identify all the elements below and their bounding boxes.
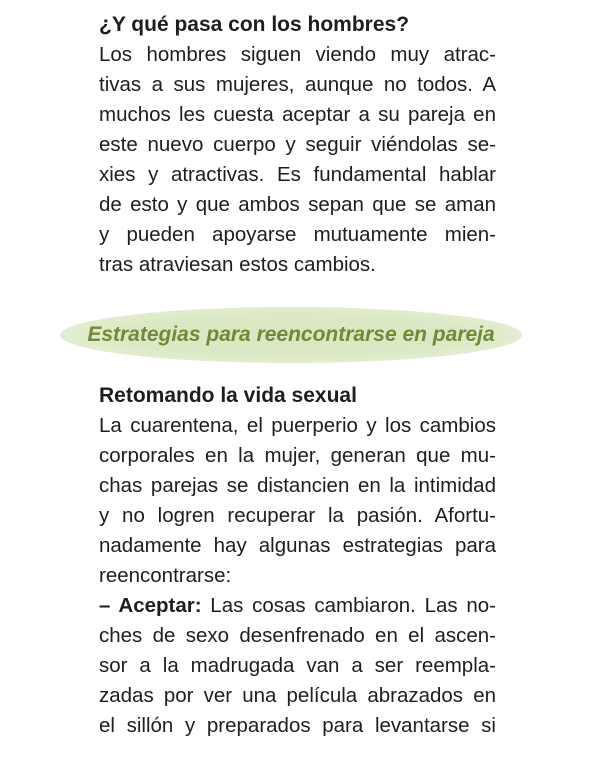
- paragraph-line: La cuarentena, el puerperio y los cambios: [99, 414, 496, 437]
- section-paragraph: [99, 40, 496, 280]
- paragraph-line: xies y atractivas. Es fundamental hablar: [99, 163, 496, 186]
- list-item-text: Las cosas cambiaron. Las no-: [201, 594, 496, 617]
- paragraph-line: zadas por ver una película abrazados en: [99, 684, 496, 707]
- list-item-aceptar: [99, 591, 496, 621]
- paragraph-line: tras atraviesan estos cambios.: [99, 253, 376, 276]
- paragraph-line: sor a la madrugada van a ser reempla-: [99, 654, 496, 677]
- section-paragraph: [99, 411, 496, 741]
- paragraph-line: y no logren recuperar la pasión. Afortu-: [99, 504, 496, 527]
- paragraph-line: chas parejas se distancien en la intimidad: [99, 474, 496, 497]
- paragraph-line: este nuevo cuerpo y seguir viéndolas se-: [99, 133, 496, 156]
- list-item-lead: – Aceptar:: [99, 594, 202, 617]
- paragraph-line: muchos les cuesta aceptar a su pareja en: [99, 103, 496, 126]
- section-heading: Retomando la vida sexual: [99, 384, 357, 407]
- paragraph-line: y pueden apoyarse mutuamente mien-: [99, 223, 496, 246]
- paragraph-line: nadamente hay algunas estrategias para: [99, 534, 496, 557]
- paragraph-line: el sillón y preparados para levantarse si: [99, 714, 496, 737]
- section-vida-sexual: [99, 381, 496, 741]
- paragraph-line: reencontrarse:: [99, 564, 232, 587]
- section-banner: [60, 307, 522, 363]
- paragraph-line: de esto y que ambos sepan que se aman: [99, 193, 496, 216]
- section-heading: ¿Y qué pasa con los hombres?: [99, 13, 410, 36]
- section-hombres: [99, 10, 496, 280]
- paragraph-line: ches de sexo desenfrenado en el ascen-: [99, 624, 496, 647]
- paragraph-line: Los hombres siguen viendo muy atrac-: [99, 43, 496, 66]
- paragraph-line: tivas a sus mujeres, aunque no todos. A: [99, 73, 496, 96]
- banner-title: Estrategias para reencontrarse en pareja: [87, 323, 495, 346]
- paragraph-line: corporales en la mujer, generan que mu-: [99, 444, 496, 467]
